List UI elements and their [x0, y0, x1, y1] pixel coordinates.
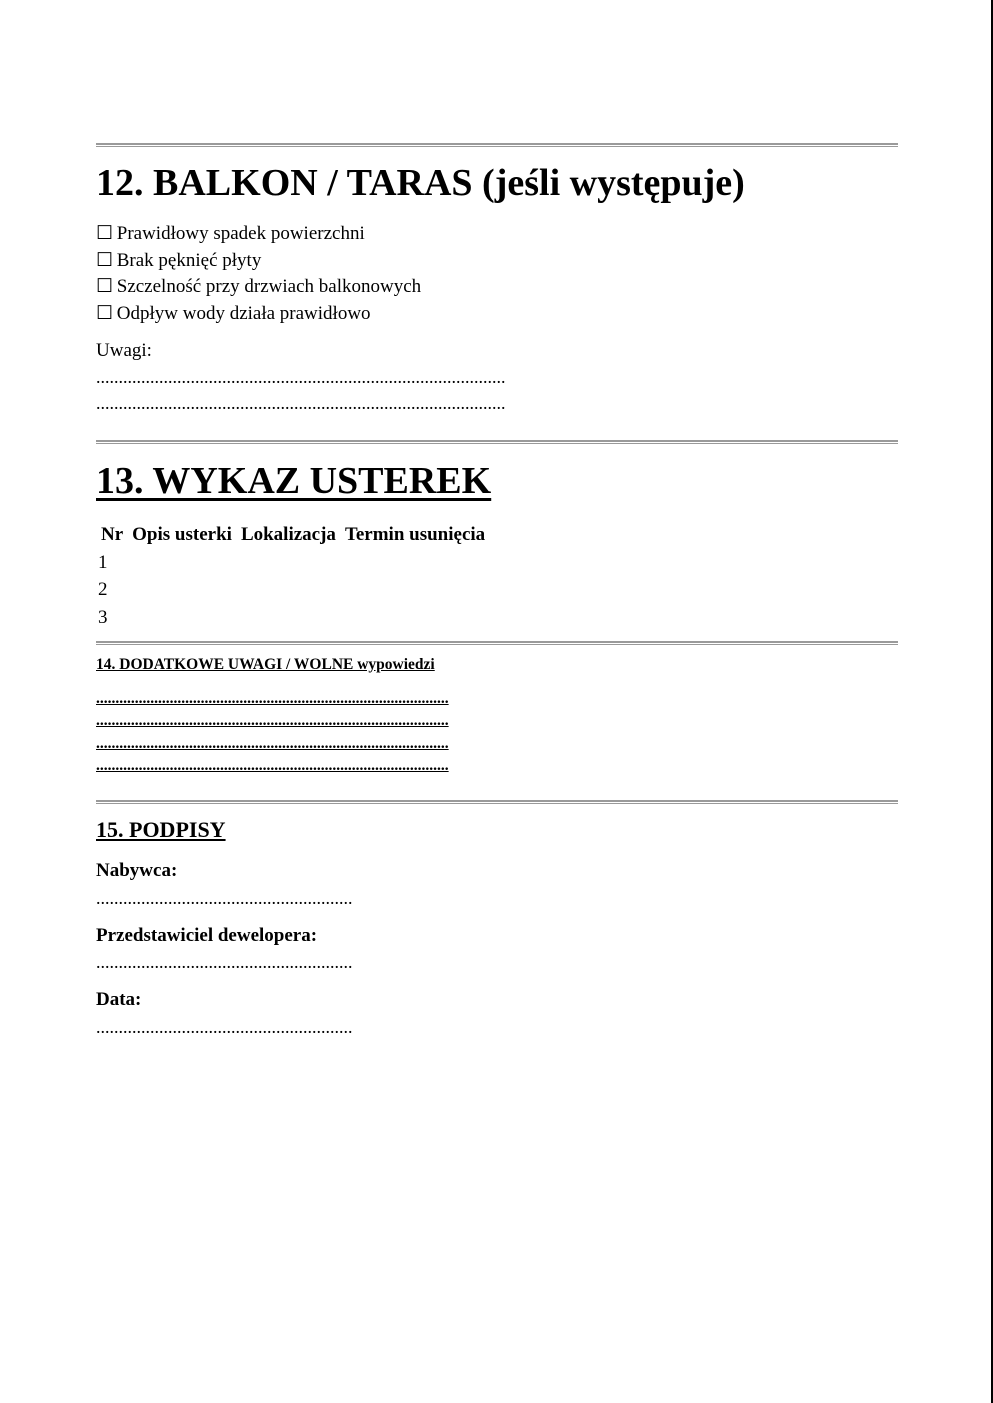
cell-nr: 2 — [98, 579, 108, 601]
date-label: Data: — [96, 989, 142, 1010]
additional-notes-line[interactable]: ........................................................................................... — [96, 690, 449, 707]
section-divider — [96, 143, 898, 147]
section-divider — [96, 800, 898, 804]
additional-notes-line[interactable]: ........................................................................................... — [96, 757, 449, 774]
cell-location[interactable] — [236, 577, 340, 605]
section-divider — [96, 440, 898, 444]
cell-nr: 3 — [98, 606, 108, 628]
checkbox-icon[interactable]: ☐ — [96, 249, 114, 271]
buyer-signature-line[interactable]: ......................................................... — [96, 888, 353, 908]
checklist-item[interactable] — [96, 248, 421, 275]
checklist-label: Szczelność przy drzwiach balkonowych — [116, 276, 422, 297]
developer-rep-signature-line[interactable]: ......................................................... — [96, 952, 353, 972]
cell-description[interactable] — [127, 577, 236, 605]
checklist-item[interactable] — [96, 301, 421, 328]
notes-line[interactable]: ........................................................................................... — [96, 367, 506, 387]
notes-line[interactable]: ........................................................................................... — [96, 393, 506, 413]
table-row — [96, 549, 489, 577]
checkbox-icon[interactable]: ☐ — [96, 276, 114, 297]
section-14-title: 14. DODATKOWE UWAGI / WOLNE wypowiedzi — [96, 656, 435, 673]
table-header-row — [96, 520, 489, 549]
checklist-item[interactable] — [96, 221, 421, 248]
checklist-item[interactable] — [96, 274, 421, 301]
table-row — [96, 604, 489, 632]
section-13-title: 13. WYKAZ USTEREK — [96, 460, 492, 502]
cell-location[interactable] — [236, 549, 340, 577]
buyer-label: Nabywca: — [96, 860, 178, 881]
table-row — [96, 577, 489, 605]
additional-notes-line[interactable]: ........................................................................................... — [96, 735, 449, 752]
checklist-label: Odpływ wody działa prawidłowo — [116, 302, 371, 324]
cell-location[interactable] — [236, 604, 340, 632]
cell-description[interactable] — [127, 604, 236, 632]
cell-deadline[interactable] — [340, 577, 489, 605]
additional-notes-line[interactable]: ........................................................................................... — [96, 712, 449, 729]
cell-nr: 1 — [98, 551, 108, 573]
column-header-location: Lokalizacja — [240, 523, 336, 545]
cell-description[interactable] — [127, 549, 236, 577]
balcony-checklist — [96, 221, 421, 327]
date-line[interactable]: ......................................................... — [96, 1017, 353, 1037]
section-15-title: 15. PODPISY — [96, 817, 226, 842]
checkbox-icon[interactable]: ☐ — [96, 223, 114, 244]
column-header-nr: Nr — [101, 523, 124, 545]
defects-table — [96, 520, 489, 632]
checklist-label: Brak pęknięć płyty — [116, 249, 262, 271]
developer-rep-label: Przedstawiciel dewelopera: — [96, 925, 318, 946]
notes-label: Uwagi: — [96, 340, 152, 361]
section-12-title: 12. BALKON / TARAS (jeśli występuje) — [96, 162, 745, 204]
section-divider — [96, 641, 898, 645]
cell-deadline[interactable] — [340, 604, 489, 632]
cell-deadline[interactable] — [340, 549, 489, 577]
checklist-label: Prawidłowy spadek powierzchni — [116, 223, 365, 244]
column-header-deadline: Termin usunięcia — [344, 523, 486, 545]
column-header-description: Opis usterki — [132, 523, 232, 545]
checkbox-icon[interactable]: ☐ — [96, 302, 114, 324]
